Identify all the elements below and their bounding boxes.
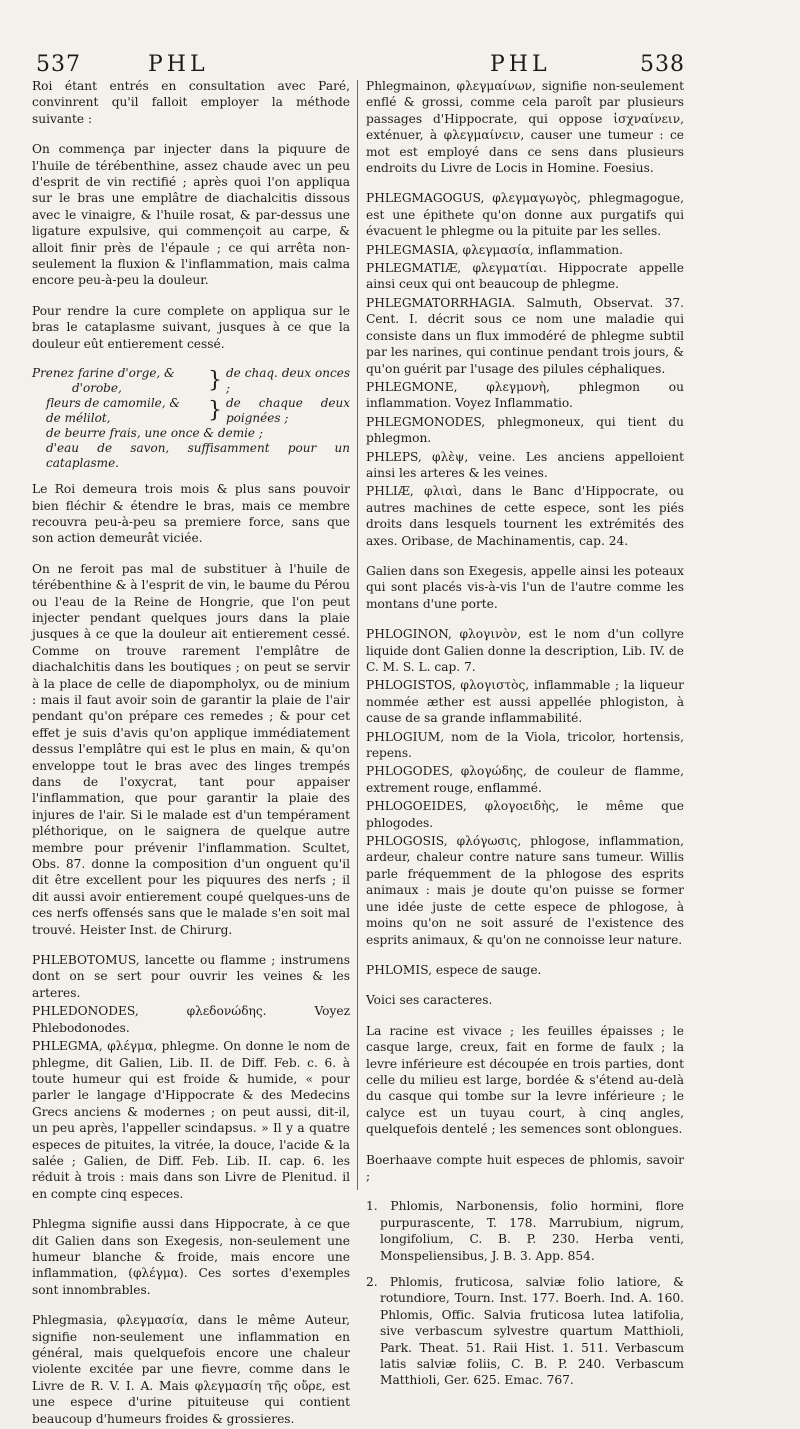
dictionary-entry: PHLOGINON, φλογινὸν, est le nom d'un collyre liquide dont Galien donne la description, Lib. IV. de C. M. S. L. cap. 7. [366, 627, 684, 674]
paragraph: On ne feroit pas mal de substituer à l'huile de térébenthine & à l'esprit de vin, le baume du Pérou ou l'eau de la Reine de Hongrie, que l'on peut injecter pendant quelques jours dans la plaie jusques à ce que la douleur ait entierement cessé. Comme on trouve rarement l'emplâtre de diachalchitis dans les boutiques ; on peut se servir à la place de celle de diapompholyx, ou de minium : mais il faut avoir soin de garantir la plaie de l'air pendant qu'on prépare ces remedes ; & pour cet effet je suis d'avis qu'on applique immédiatement dessus l'emplâtre qui est le plus en main, & qu'on enveloppe tout le bras avec des linges trempés dans de l'oxycrat, tant pour appaiser l'inflammation, que pour garantir la plaie des injures de l'air. Si le malade est d'un tempérament pléthorique, on le saignera de quelque autre membre pour prévenir l'inflammation. Scultet, Obs. 87. donne la composition d'un onguent qu'il dit être excellent pour les piquures des nerfs ; il dit aussi avoir entierement coupé quelques-uns de ces nerfs offensés sans que le malade s'en soit mal trouvé. Heister Inst. de Chirurg. [32, 561, 350, 937]
running-head-right: PHL [490, 52, 551, 77]
dictionary-entry: PHLOGOSIS, φλόγωσις, phlogose, inflammation, ardeur, chaleur contre nature sans tumeur. Willis parle fréquemment de la phlogose des esprits animaux : mais je doute qu'on puisse se former une idée juste de cette espece de phlogose, à moins qu'on ne soit assuré de l'existence des esprits animaux, & qu'on ne connoisse leur nature. [366, 834, 684, 947]
rx-dose: de chaque deux poignées ; [226, 396, 350, 426]
brace-icon: } [208, 368, 222, 394]
dictionary-entry: PHLEPS, φλὲψ, veine. Les anciens appelloient ainsi les arteres & les veines. [366, 449, 684, 480]
rx-line: d'orobe, [72, 381, 122, 396]
list-item: 2. Phlomis, fruticosa, salviæ folio latiore, & rotundiore, Tourn. Inst. 177. Boerh. Ind. A. 160. Phlomis, Offic. Salvia fruticosa lutea latifolia, sive verbascum sylvestre quartum Matthioli, Park. Theat. 51. Raii Hist. 1. 511. Verbascum latis salviæ foliis, C. B. P. 240. Verbascum Matthioli, Ger. 625. Emac. 767. [366, 1275, 684, 1388]
dictionary-entry: PHLEGMAGOGUS, φλεγμαγωγὸς, phlegmagogue, est une épithete qu'on donne aux purgatifs qui évacuent le phlegme ou la pituite par les selles. [366, 191, 684, 239]
paragraph: Phlegmasia, φλεγμασία, dans le même Auteur, signifie non-seulement une inflammation en général, mais quelquefois encore une chaleur violente excitée par une fievre, comme dans le Livre de R. V. I. A. Mais φλεγμασίη τῆς οὔρε, est une espece d'urine pituiteuse qui contient beaucoup d'humeurs froides & grossieres. [32, 1313, 350, 1426]
dictionary-entry: PHLOGODES, φλογώδης, de couleur de flamme, extrement rouge, enflammé. [366, 764, 684, 795]
dictionary-entry: PHLOGISTOS, φλογιστὸς, inflammable ; la liqueur nommée æther est aussi appellée phlogiston, à cause de sa grande inflammabilité. [366, 678, 684, 726]
dictionary-entry: PHLEDONODES, φλεδονώδης. Voyez Phlebodonodes. [32, 1004, 350, 1035]
dictionary-entry: PHLEGMATORRHAGIA. Salmuth, Observat. 37. Cent. I. décrit sous ce nom une maladie qui consiste dans un flux immodéré de phlegme subtil par les narines, qui continue pendant trois jours, & qu'on guérit par l'usage des pilules céphaliques. [366, 295, 684, 376]
dictionary-entry: PHLEGMONODES, phlegmoneux, qui tient du phlegmon. [366, 414, 684, 446]
paragraph: Boerhaave compte huit especes de phlomis, savoir ; [366, 1152, 684, 1183]
paragraph: Roi étant entrés en consultation avec Paré, convinrent qu'il falloit employer la méthode suivante : [32, 79, 350, 126]
rx-line: de mélilot, [46, 411, 111, 426]
list-item: 1. Phlomis, Narbonensis, folio hormini, flore purpurascente, T. 178. Marrubium, nigrum, longifolium, C. B. P. 230. Herba venti, Monspeliensibus, J. B. 3. App. 854. [366, 1199, 684, 1263]
rx-line: d'eau de savon, suffisamment pour un cataplasme. [46, 441, 350, 471]
dictionary-entry: PHLOGIUM, nom de la Viola, tricolor, hortensis, repens. [366, 729, 684, 761]
page-number-right: 538 [640, 52, 685, 77]
paragraph: Le Roi demeura trois mois & plus sans pouvoir bien fléchir & étendre le bras, mais ce membre recouvra peu-à-peu sa premiere force, sans que son action demeurât viciée. [32, 482, 350, 546]
paragraph: On commença par injecter dans la piquure de l'huile de térébenthine, assez chaude avec un peu d'esprit de vin rectifié ; après quoi l'on appliqua sur le bras une emplâtre de diachalcitis dissous avec le vinaigre, & l'huile rosat, & par-dessus une ligature expulsive, qui commençoit au carpe, & alloit finir près de l'épaule ; ce qui arrêta non-seulement la fluxion & l'inflammation, mais calma encore peu-à-peu la douleur. [32, 142, 350, 288]
right-column [366, 78, 684, 1399]
rx-dose: de chaq. deux onces ; [226, 366, 350, 396]
rx-line: fleurs de camomile, & [46, 396, 181, 411]
dictionary-entry: PHLEGMASIA, φλεγμασία, inflammation. [366, 242, 624, 257]
rx-line: de beurre frais, une once & demie ; [46, 426, 263, 441]
dictionary-entry: PHLOMIS, espece de sauge. [366, 962, 542, 977]
paragraph: Galien dans son Exegesis, appelle ainsi les poteaux qui sont placés vis-à-vis l'un de l'autre comme les montans d'une porte. [366, 563, 684, 611]
running-head-left: PHL [148, 52, 209, 77]
paragraph: Pour rendre la cure complete on appliqua sur le bras le cataplasme suivant, jusques à ce que la douleur eût entierement cessé. [32, 303, 350, 351]
column-divider [357, 80, 358, 1190]
dictionary-entry: PHLOGOEIDES, φλογοειδὴς, le même que phlogodes. [366, 799, 684, 830]
page-number-left: 537 [36, 52, 81, 77]
brace-icon: } [208, 398, 222, 424]
dictionary-entry: PHLEGMATIÆ, φλεγματίαι. Hippocrate appelle ainsi ceux qui ont beaucoup de phlegme. [366, 261, 684, 292]
dictionary-entry: PHLEBOTOMUS, lancette ou flamme ; instrumens dont on se sert pour ouvrir les veines & les arteres. [32, 953, 350, 1000]
left-column [32, 78, 350, 1429]
paragraph: La racine est vivace ; les feuilles épaisses ; le casque large, creux, fait en forme de faulx ; la levre inférieure est découpée en trois parties, dont celle du milieu est large, bordée & s'étend au-delà du casque qui tombe sur la levre inférieure ; le calyce est un tuyau court, à cinq angles, quelquefois dentelé ; les semences sont oblongues. [366, 1023, 684, 1137]
cataplasm-prescription [32, 366, 350, 471]
dictionary-entry: PHLEGMA, φλέγμα, phlegme. On donne le nom de phlegme, dit Galien, Lib. II. de Diff. Feb. c. 6. à toute humeur qui est froide & humide, « pour parler le langage d'Hippocrate & des Medecins Grecs anciens & modernes ; on peut aussi, dit-il, un peu après, l'appeller scindapsus. » Il y a quatre especes de pituites, la vitrée, la douce, l'acide & la salée ; Galien, de Diff. Feb. Lib. II. cap. 6. les réduit à trois : mais dans son Livre de Plenitud. il en compte cinq especes. [32, 1039, 350, 1201]
dictionary-entry: PHLIÆ, φλιαὶ, dans le Banc d'Hippocrate, ou autres machines de cette espece, sont les piés droits dans lesquels tournent les extrémités des axes. Oribase, de Machinamentis, cap. 24. [366, 484, 684, 548]
paragraph: Phlegma signifie aussi dans Hippocrate, à ce que dit Galien dans son Exegesis, non-seulement une humeur blanche & froide, mais encore une inflammation, (φλέγμα). Ces sortes d'exemples sont innombrables. [32, 1217, 350, 1297]
rx-line: Prenez farine d'orge, & [32, 366, 175, 381]
paragraph: Voici ses caracteres. [366, 993, 493, 1008]
dictionary-entry: PHLEGMONE, φλεγμονὴ, phlegmon ou inflammation. Voyez Inflammatio. [366, 379, 684, 411]
paragraph: Phlegmainon, φλεγμαίνων, signifie non-seulement enflé & grossi, comme cela paroît par plusieurs passages d'Hippocrate, qui oppose ἰσχναίνειν, exténuer, à φλεγμαίνειν, causer une tumeur : ce mot est employé dans ce sens dans plusieurs endroits du Livre de Locis in Homine. Foesius. [366, 79, 684, 176]
